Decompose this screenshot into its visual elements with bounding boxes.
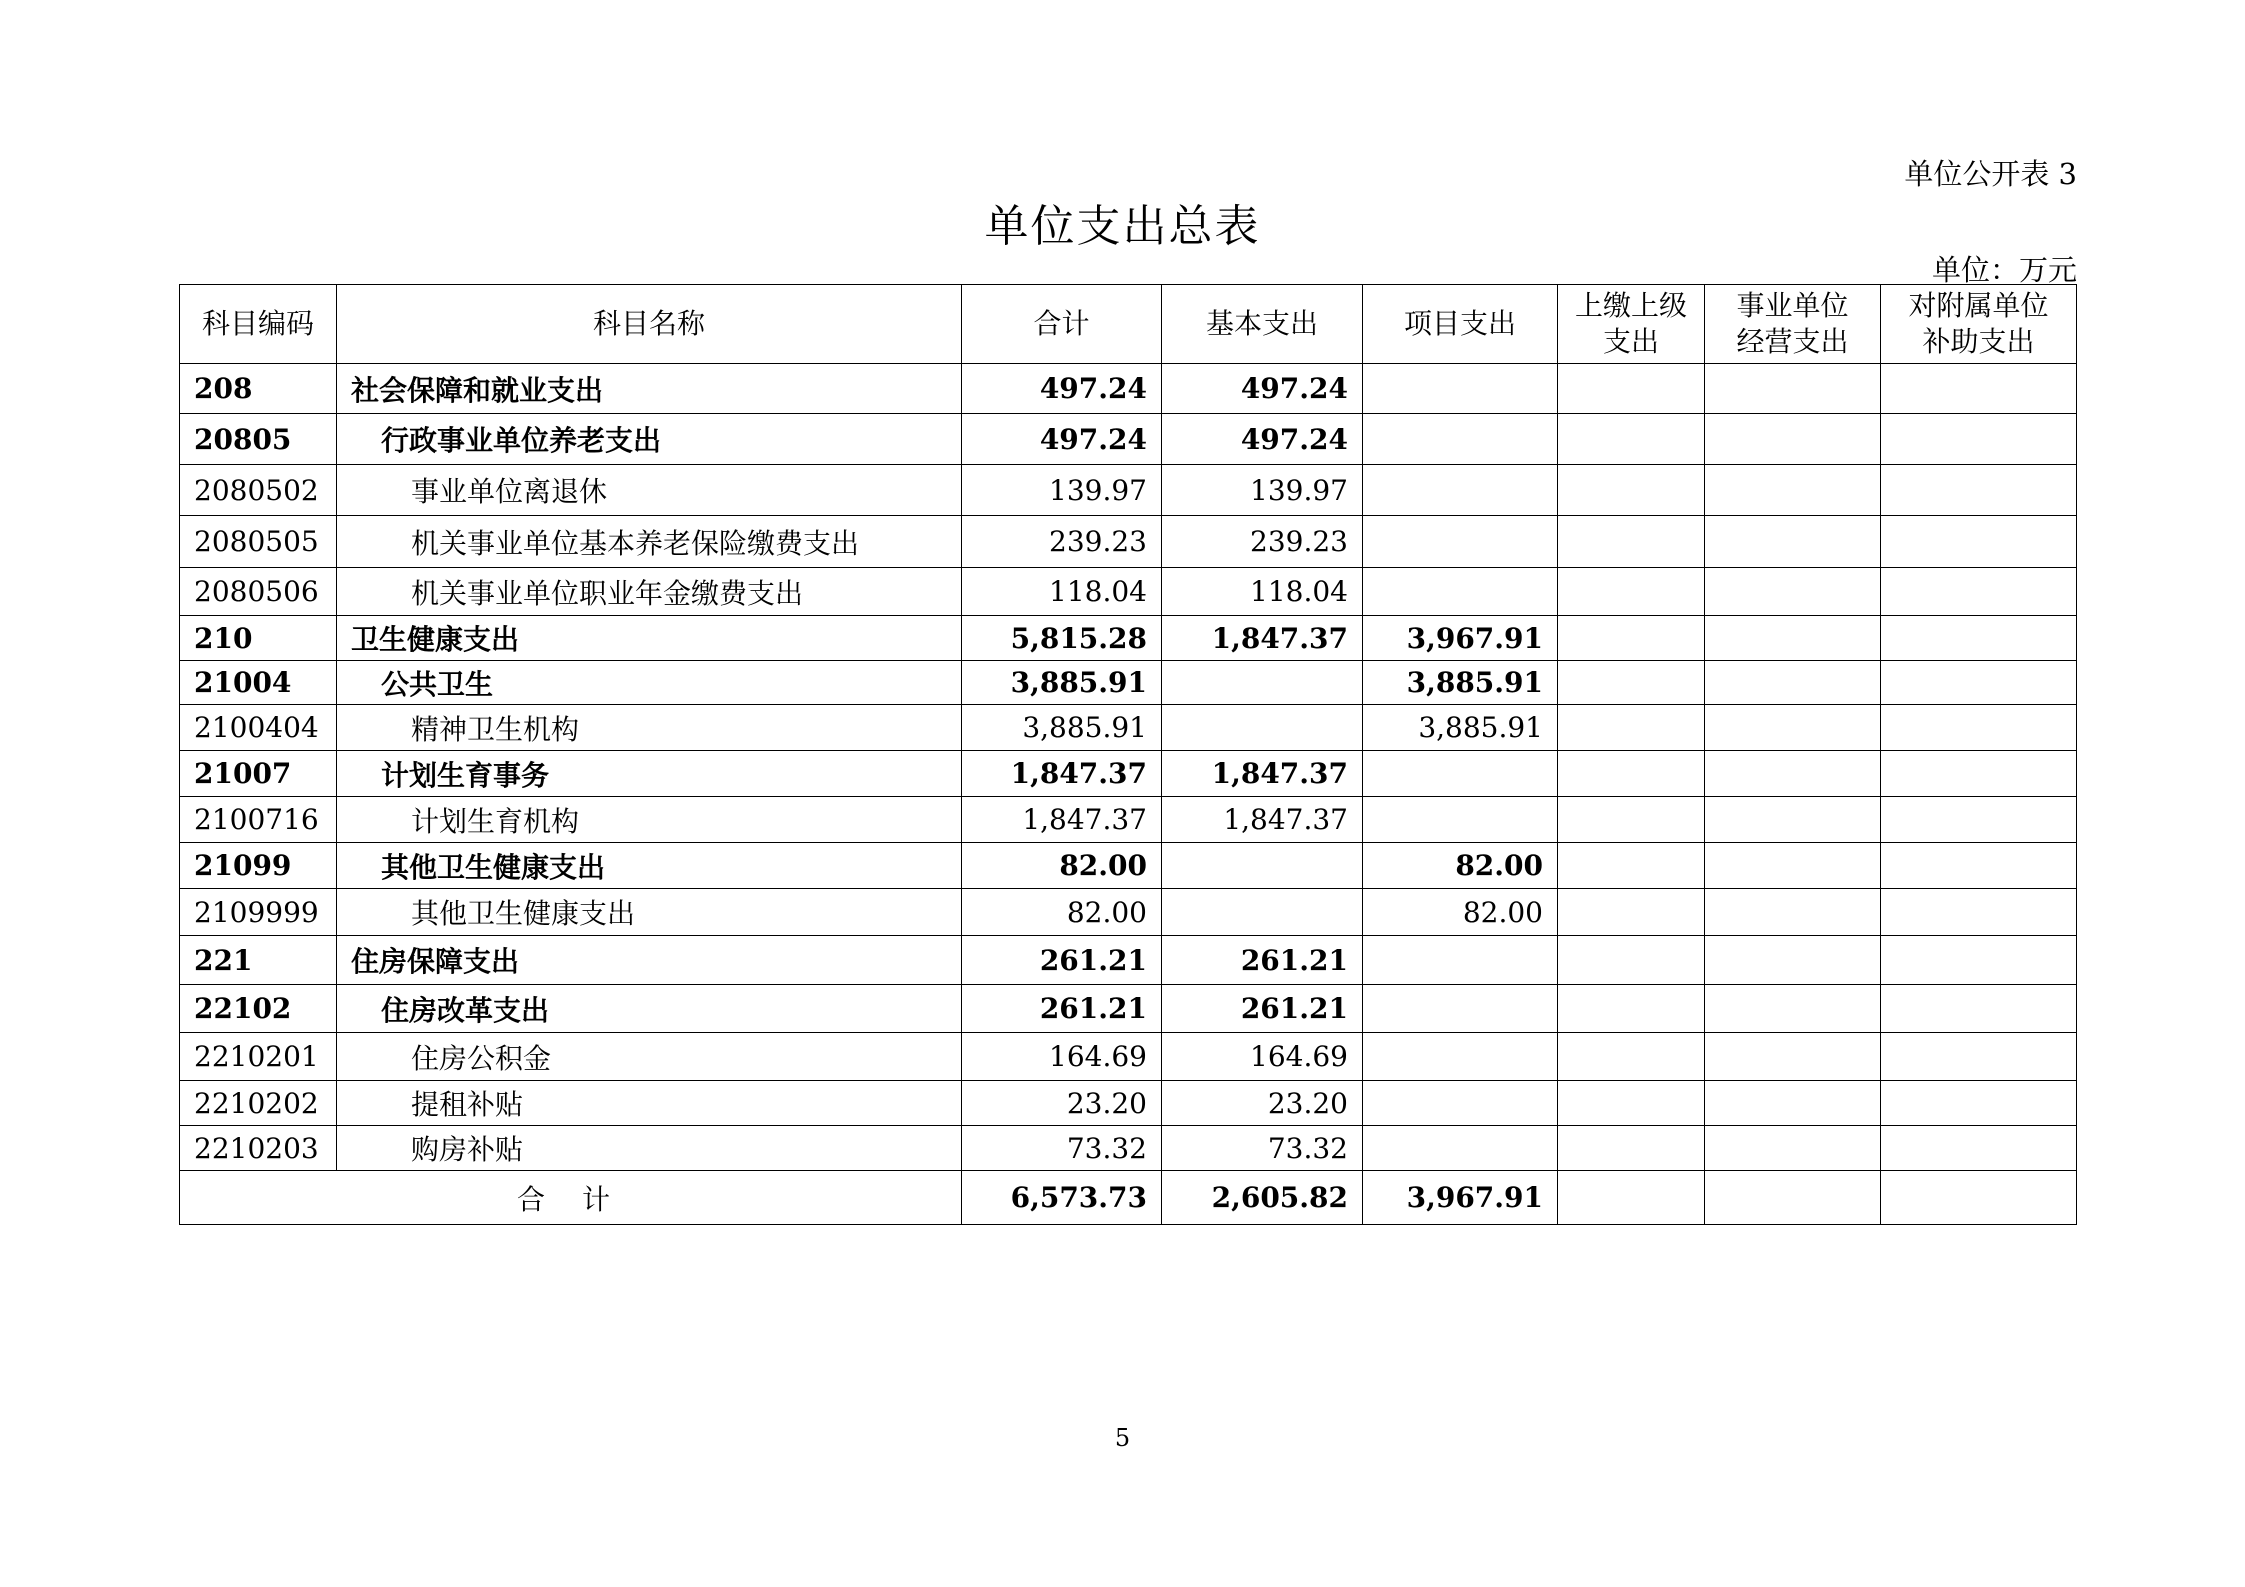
col-header-business-line2: 经营支出 (1736, 325, 1849, 358)
row-business (1705, 1033, 1881, 1081)
row-business (1705, 364, 1881, 414)
row-business (1705, 936, 1881, 985)
table-row (180, 616, 2077, 661)
row-subsidy (1881, 1033, 2077, 1081)
table-row (180, 661, 2077, 705)
row-name: 卫生健康支出 (337, 616, 962, 661)
table-row (180, 797, 2077, 843)
table-row (180, 1033, 2077, 1081)
row-code: 22102 (180, 985, 337, 1033)
row-subsidy (1881, 1126, 2077, 1171)
row-project: 3,885.91 (1363, 661, 1558, 705)
row-code: 21004 (180, 661, 337, 705)
row-basic (1162, 843, 1363, 889)
row-subsidy (1881, 889, 2077, 936)
table-id-label: 单位公开表 3 (1904, 157, 2077, 191)
table-header-row (180, 285, 2077, 364)
row-project (1363, 465, 1558, 516)
total-cell-upper (1558, 1171, 1705, 1225)
row-business (1705, 616, 1881, 661)
row-basic (1162, 889, 1363, 936)
table-row (180, 568, 2077, 616)
row-project (1363, 751, 1558, 797)
row-basic: 164.69 (1162, 1033, 1363, 1081)
row-business (1705, 661, 1881, 705)
col-header-upper (1558, 285, 1705, 364)
row-name: 行政事业单位养老支出 (337, 414, 962, 465)
row-upper (1558, 1033, 1705, 1081)
row-code: 2100716 (180, 797, 337, 843)
row-project (1363, 936, 1558, 985)
row-project: 82.00 (1363, 843, 1558, 889)
row-upper (1558, 936, 1705, 985)
col-header-business-line1: 事业单位 (1736, 289, 1849, 322)
table-body (180, 364, 2077, 1225)
row-upper (1558, 705, 1705, 751)
row-subsidy (1881, 797, 2077, 843)
row-project (1363, 516, 1558, 568)
row-basic: 139.97 (1162, 465, 1363, 516)
row-code: 2080506 (180, 568, 337, 616)
row-subsidy (1881, 843, 2077, 889)
row-total: 82.00 (962, 889, 1162, 936)
row-project (1363, 1033, 1558, 1081)
row-code: 221 (180, 936, 337, 985)
row-total: 497.24 (962, 414, 1162, 465)
col-header-project: 项目支出 (1363, 285, 1558, 364)
row-basic: 23.20 (1162, 1081, 1363, 1126)
unit-label: 单位：万元 (1931, 253, 2077, 287)
row-name: 公共卫生 (337, 661, 962, 705)
row-subsidy (1881, 364, 2077, 414)
row-name: 机关事业单位职业年金缴费支出 (337, 568, 962, 616)
row-basic: 1,847.37 (1162, 797, 1363, 843)
row-basic (1162, 661, 1363, 705)
row-basic: 1,847.37 (1162, 616, 1363, 661)
col-header-subsidy-line1: 对附属单位 (1908, 289, 2049, 322)
col-header-total: 合计 (962, 285, 1162, 364)
row-name: 计划生育事务 (337, 751, 962, 797)
table-row (180, 516, 2077, 568)
row-basic: 497.24 (1162, 414, 1363, 465)
total-cell-project: 3,967.91 (1363, 1171, 1558, 1225)
row-name: 精神卫生机构 (337, 705, 962, 751)
col-header-basic: 基本支出 (1162, 285, 1363, 364)
page-title: 单位支出总表 (984, 201, 1261, 252)
row-project (1363, 985, 1558, 1033)
row-upper (1558, 568, 1705, 616)
row-business (1705, 414, 1881, 465)
row-upper (1558, 661, 1705, 705)
row-project (1363, 797, 1558, 843)
row-subsidy (1881, 414, 2077, 465)
row-total: 164.69 (962, 1033, 1162, 1081)
row-upper (1558, 516, 1705, 568)
row-business (1705, 797, 1881, 843)
row-business (1705, 843, 1881, 889)
row-code: 2100404 (180, 705, 337, 751)
row-subsidy (1881, 1081, 2077, 1126)
table-row (180, 889, 2077, 936)
row-upper (1558, 616, 1705, 661)
row-business (1705, 465, 1881, 516)
row-business (1705, 751, 1881, 797)
row-business (1705, 705, 1881, 751)
row-subsidy (1881, 516, 2077, 568)
row-project: 3,885.91 (1363, 705, 1558, 751)
row-basic: 118.04 (1162, 568, 1363, 616)
row-business (1705, 889, 1881, 936)
row-project (1363, 1126, 1558, 1171)
row-upper (1558, 364, 1705, 414)
row-upper (1558, 751, 1705, 797)
row-upper (1558, 414, 1705, 465)
row-total: 239.23 (962, 516, 1162, 568)
total-cell-basic: 2,605.82 (1162, 1171, 1363, 1225)
row-code: 2109999 (180, 889, 337, 936)
row-name: 住房保障支出 (337, 936, 962, 985)
table-row (180, 751, 2077, 797)
row-basic: 73.32 (1162, 1126, 1363, 1171)
row-subsidy (1881, 616, 2077, 661)
row-total: 1,847.37 (962, 751, 1162, 797)
col-header-subsidy-line2: 补助支出 (1922, 325, 2035, 358)
row-upper (1558, 985, 1705, 1033)
row-subsidy (1881, 568, 2077, 616)
row-project (1363, 568, 1558, 616)
table-row (180, 364, 2077, 414)
row-total: 139.97 (962, 465, 1162, 516)
row-name: 其他卫生健康支出 (337, 889, 962, 936)
table-row (180, 705, 2077, 751)
row-business (1705, 1126, 1881, 1171)
row-name: 提租补贴 (337, 1081, 962, 1126)
row-name: 社会保障和就业支出 (337, 364, 962, 414)
total-cell-business (1705, 1171, 1881, 1225)
row-name: 机关事业单位基本养老保险缴费支出 (337, 516, 962, 568)
row-code: 2080502 (180, 465, 337, 516)
row-subsidy (1881, 751, 2077, 797)
row-total: 82.00 (962, 843, 1162, 889)
table-row (180, 843, 2077, 889)
row-upper (1558, 843, 1705, 889)
table-row (180, 1081, 2077, 1126)
row-total: 261.21 (962, 936, 1162, 985)
row-project (1363, 1081, 1558, 1126)
row-business (1705, 568, 1881, 616)
row-basic: 1,847.37 (1162, 751, 1363, 797)
row-basic: 497.24 (1162, 364, 1363, 414)
row-total: 1,847.37 (962, 797, 1162, 843)
row-name: 其他卫生健康支出 (337, 843, 962, 889)
table-row (180, 414, 2077, 465)
row-total: 3,885.91 (962, 705, 1162, 751)
row-total: 23.20 (962, 1081, 1162, 1126)
row-project: 3,967.91 (1363, 616, 1558, 661)
row-basic: 261.21 (1162, 936, 1363, 985)
row-code: 2210201 (180, 1033, 337, 1081)
col-header-upper-line2: 支出 (1602, 325, 1659, 358)
row-name: 住房公积金 (337, 1033, 962, 1081)
row-project (1363, 364, 1558, 414)
row-upper (1558, 889, 1705, 936)
row-subsidy (1881, 705, 2077, 751)
row-business (1705, 985, 1881, 1033)
row-code: 20805 (180, 414, 337, 465)
table-row (180, 1126, 2077, 1171)
row-code: 21007 (180, 751, 337, 797)
col-header-subsidy (1881, 285, 2077, 364)
row-total: 497.24 (962, 364, 1162, 414)
total-cell-total: 6,573.73 (962, 1171, 1162, 1225)
row-code: 2080505 (180, 516, 337, 568)
row-total: 3,885.91 (962, 661, 1162, 705)
row-name: 事业单位离退休 (337, 465, 962, 516)
row-code: 2210203 (180, 1126, 337, 1171)
table-row (180, 985, 2077, 1033)
col-header-upper-line1: 上缴上级 (1574, 289, 1687, 322)
row-subsidy (1881, 661, 2077, 705)
row-subsidy (1881, 465, 2077, 516)
row-total: 261.21 (962, 985, 1162, 1033)
table-row (180, 465, 2077, 516)
expenditure-table (179, 284, 2077, 1225)
row-project: 82.00 (1363, 889, 1558, 936)
total-label: 合 计 (180, 1171, 962, 1225)
col-header-code: 科目编码 (180, 285, 337, 364)
page-number: 5 (1114, 1424, 1131, 1452)
row-name: 住房改革支出 (337, 985, 962, 1033)
col-header-name: 科目名称 (337, 285, 962, 364)
row-code: 21099 (180, 843, 337, 889)
row-basic: 261.21 (1162, 985, 1363, 1033)
total-row (180, 1171, 2077, 1225)
total-cell-subsidy (1881, 1171, 2077, 1225)
row-total: 5,815.28 (962, 616, 1162, 661)
table-row (180, 936, 2077, 985)
row-upper (1558, 465, 1705, 516)
row-name: 计划生育机构 (337, 797, 962, 843)
row-code: 2210202 (180, 1081, 337, 1126)
row-total: 73.32 (962, 1126, 1162, 1171)
row-project (1363, 414, 1558, 465)
row-subsidy (1881, 985, 2077, 1033)
col-header-business (1705, 285, 1881, 364)
row-code: 208 (180, 364, 337, 414)
row-basic (1162, 705, 1363, 751)
row-upper (1558, 1126, 1705, 1171)
row-upper (1558, 797, 1705, 843)
row-basic: 239.23 (1162, 516, 1363, 568)
row-code: 210 (180, 616, 337, 661)
row-total: 118.04 (962, 568, 1162, 616)
row-business (1705, 1081, 1881, 1126)
row-business (1705, 516, 1881, 568)
row-subsidy (1881, 936, 2077, 985)
row-name: 购房补贴 (337, 1126, 962, 1171)
row-upper (1558, 1081, 1705, 1126)
